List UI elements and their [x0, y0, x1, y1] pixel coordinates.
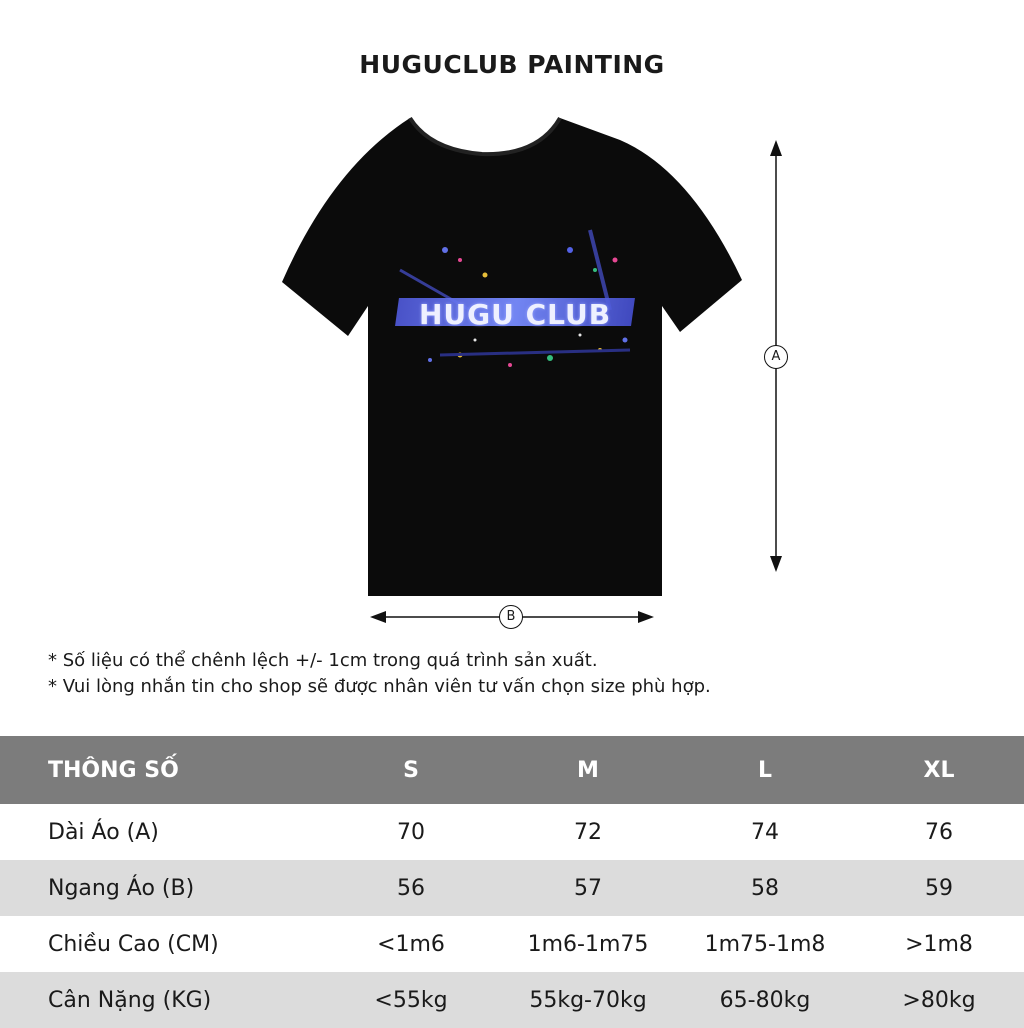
header-cell: THÔNG SỐ: [48, 757, 179, 783]
table-row: [0, 860, 1024, 916]
header-cell: XL: [923, 757, 955, 783]
table-cell: >80kg: [902, 987, 976, 1013]
table-cell: 57: [574, 875, 602, 901]
tshirt-shape: [270, 110, 760, 610]
row-label: Chiều Cao (CM): [48, 931, 219, 957]
table-header: [0, 736, 1024, 804]
table-cell: 1m75-1m8: [704, 931, 826, 957]
table-cell: 65-80kg: [719, 987, 811, 1013]
arrow-b-left: [370, 611, 386, 623]
header-cell: S: [403, 757, 419, 783]
table-cell: 72: [574, 819, 602, 845]
table-cell: 56: [397, 875, 425, 901]
table-row: [0, 916, 1024, 972]
row-label: Dài Áo (A): [48, 819, 159, 845]
arrow-a-bottom: [770, 556, 782, 572]
table-row: [0, 804, 1024, 860]
table-cell: 70: [397, 819, 425, 845]
table-cell: >1m8: [905, 931, 973, 957]
dimension-label-a: A: [764, 345, 788, 369]
table-row: [0, 972, 1024, 1028]
table-cell: 58: [751, 875, 779, 901]
table-cell: 1m6-1m75: [527, 931, 649, 957]
note-line: * Vui lòng nhắn tin cho shop sẽ được nhân viên tư vấn chọn size phù hợp.: [48, 676, 711, 697]
shirt-print: [395, 284, 635, 344]
table-cell: 59: [925, 875, 953, 901]
size-table: [0, 736, 1024, 1028]
table-cell: 55kg-70kg: [529, 987, 647, 1013]
table-cell: 76: [925, 819, 953, 845]
table-cell: 74: [751, 819, 779, 845]
dimension-label-b: B: [499, 605, 523, 629]
row-label: Ngang Áo (B): [48, 875, 195, 901]
notes: [48, 648, 711, 700]
note-line: * Số liệu có thể chênh lệch +/- 1cm trong quá trình sản xuất.: [48, 650, 598, 671]
row-label: Cân Nặng (KG): [48, 987, 212, 1013]
table-cell: <1m6: [377, 931, 445, 957]
arrow-a-top: [770, 140, 782, 156]
tshirt-image: [270, 110, 760, 610]
print-text: HUGU CLUB: [418, 297, 612, 331]
arrow-b-right: [638, 611, 654, 623]
table-cell: <55kg: [374, 987, 448, 1013]
header-cell: M: [577, 757, 599, 783]
page-title: HUGUCLUB PAINTING: [359, 50, 665, 79]
header-cell: L: [757, 757, 773, 783]
